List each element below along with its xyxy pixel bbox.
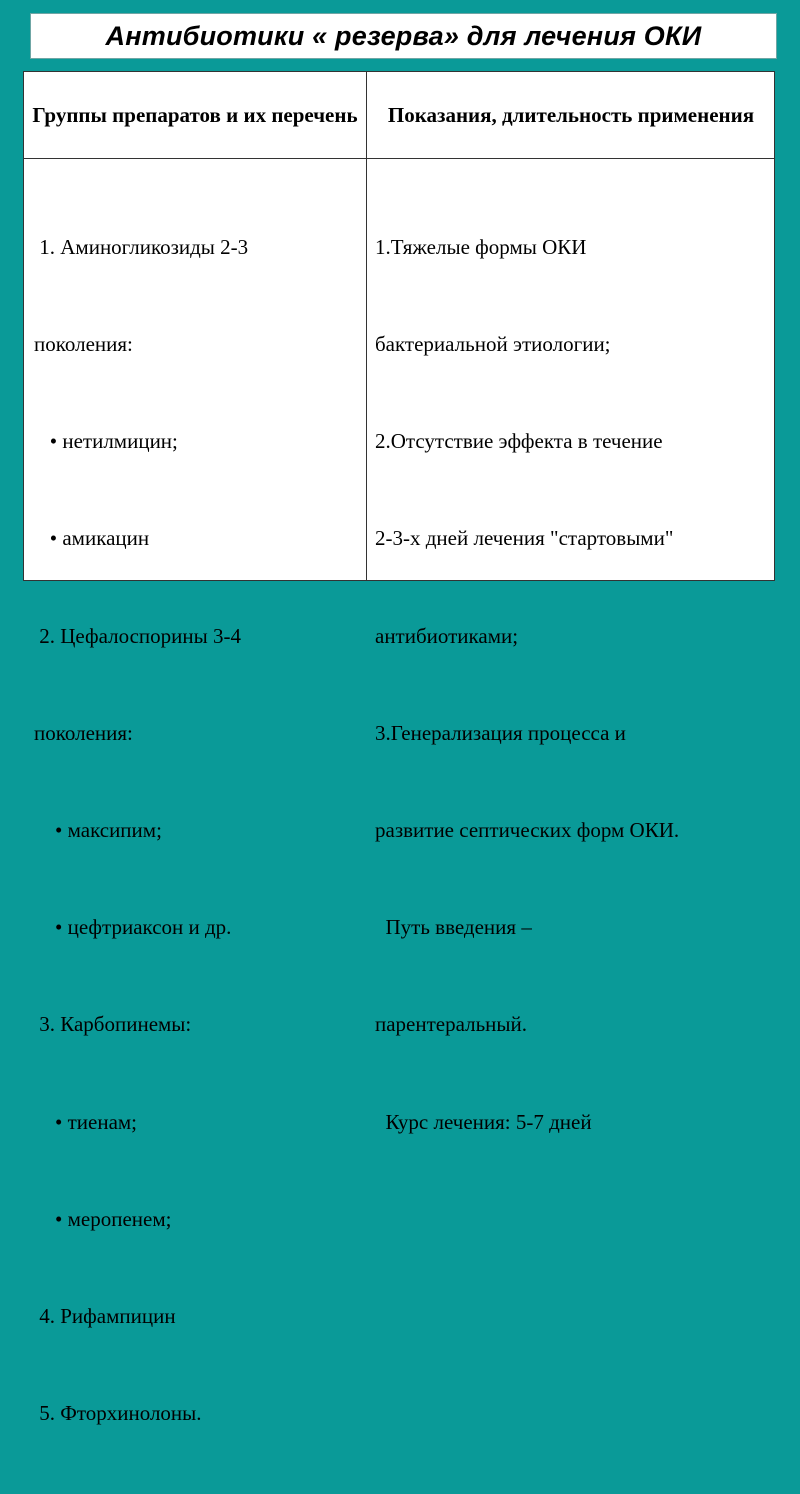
antibiotics-table [23, 71, 775, 1426]
indications-line: Курс лечения: 5-7 дней [375, 1109, 592, 1134]
drug-groups-line: • меропенем; [34, 1206, 172, 1231]
indications-line: парентеральный. [375, 1012, 528, 1037]
drug-groups-line: 4. Рифампицин [34, 1304, 176, 1329]
indications-line: 2-3-х дней лечения "стартовыми" [375, 526, 674, 551]
header-drug-groups: Группы препаратов и их перечень [32, 103, 358, 127]
indications-line: развитие септических форм ОКИ. [375, 818, 680, 843]
slide-title: Антибиотики « резерва» для лечения ОКИ [105, 20, 702, 51]
indications-line: 3.Генерализация процесса и [375, 720, 626, 745]
indications-line: бактериальной этиологии; [375, 332, 611, 357]
drug-groups-line: 3. Карбопинемы: [34, 1012, 192, 1037]
title-box [30, 13, 777, 59]
drug-groups-line: • тиенам; [34, 1109, 138, 1134]
drug-groups-line: • амикацин [34, 526, 150, 551]
indications-cell [375, 166, 679, 1203]
header-indications: Показания, длительность применения [387, 103, 755, 127]
drug-groups-line: 2. Цефалоспорины 3-4 [34, 623, 241, 648]
drug-groups-line: поколения: [34, 720, 133, 745]
drug-groups-line: поколения: [34, 332, 133, 357]
drug-groups-line: 5. Фторхинолоны. [34, 1401, 202, 1426]
drug-groups-cell [34, 166, 248, 1494]
drug-groups-line: • цефтриаксон и др. [34, 915, 232, 940]
indications-line: антибиотиками; [375, 623, 519, 648]
indications-line: Путь введения – [375, 915, 532, 940]
indications-line: 2.Отсутствие эффекта в течение [375, 429, 663, 454]
indications-line: 1.Тяжелые формы ОКИ [375, 234, 587, 259]
header-divider [24, 158, 774, 159]
drug-groups-line: • максипим; [34, 818, 162, 843]
drug-groups-line: 1. Аминогликозиды 2-3 [34, 234, 249, 259]
drug-groups-line: • нетилмицин; [34, 429, 178, 454]
